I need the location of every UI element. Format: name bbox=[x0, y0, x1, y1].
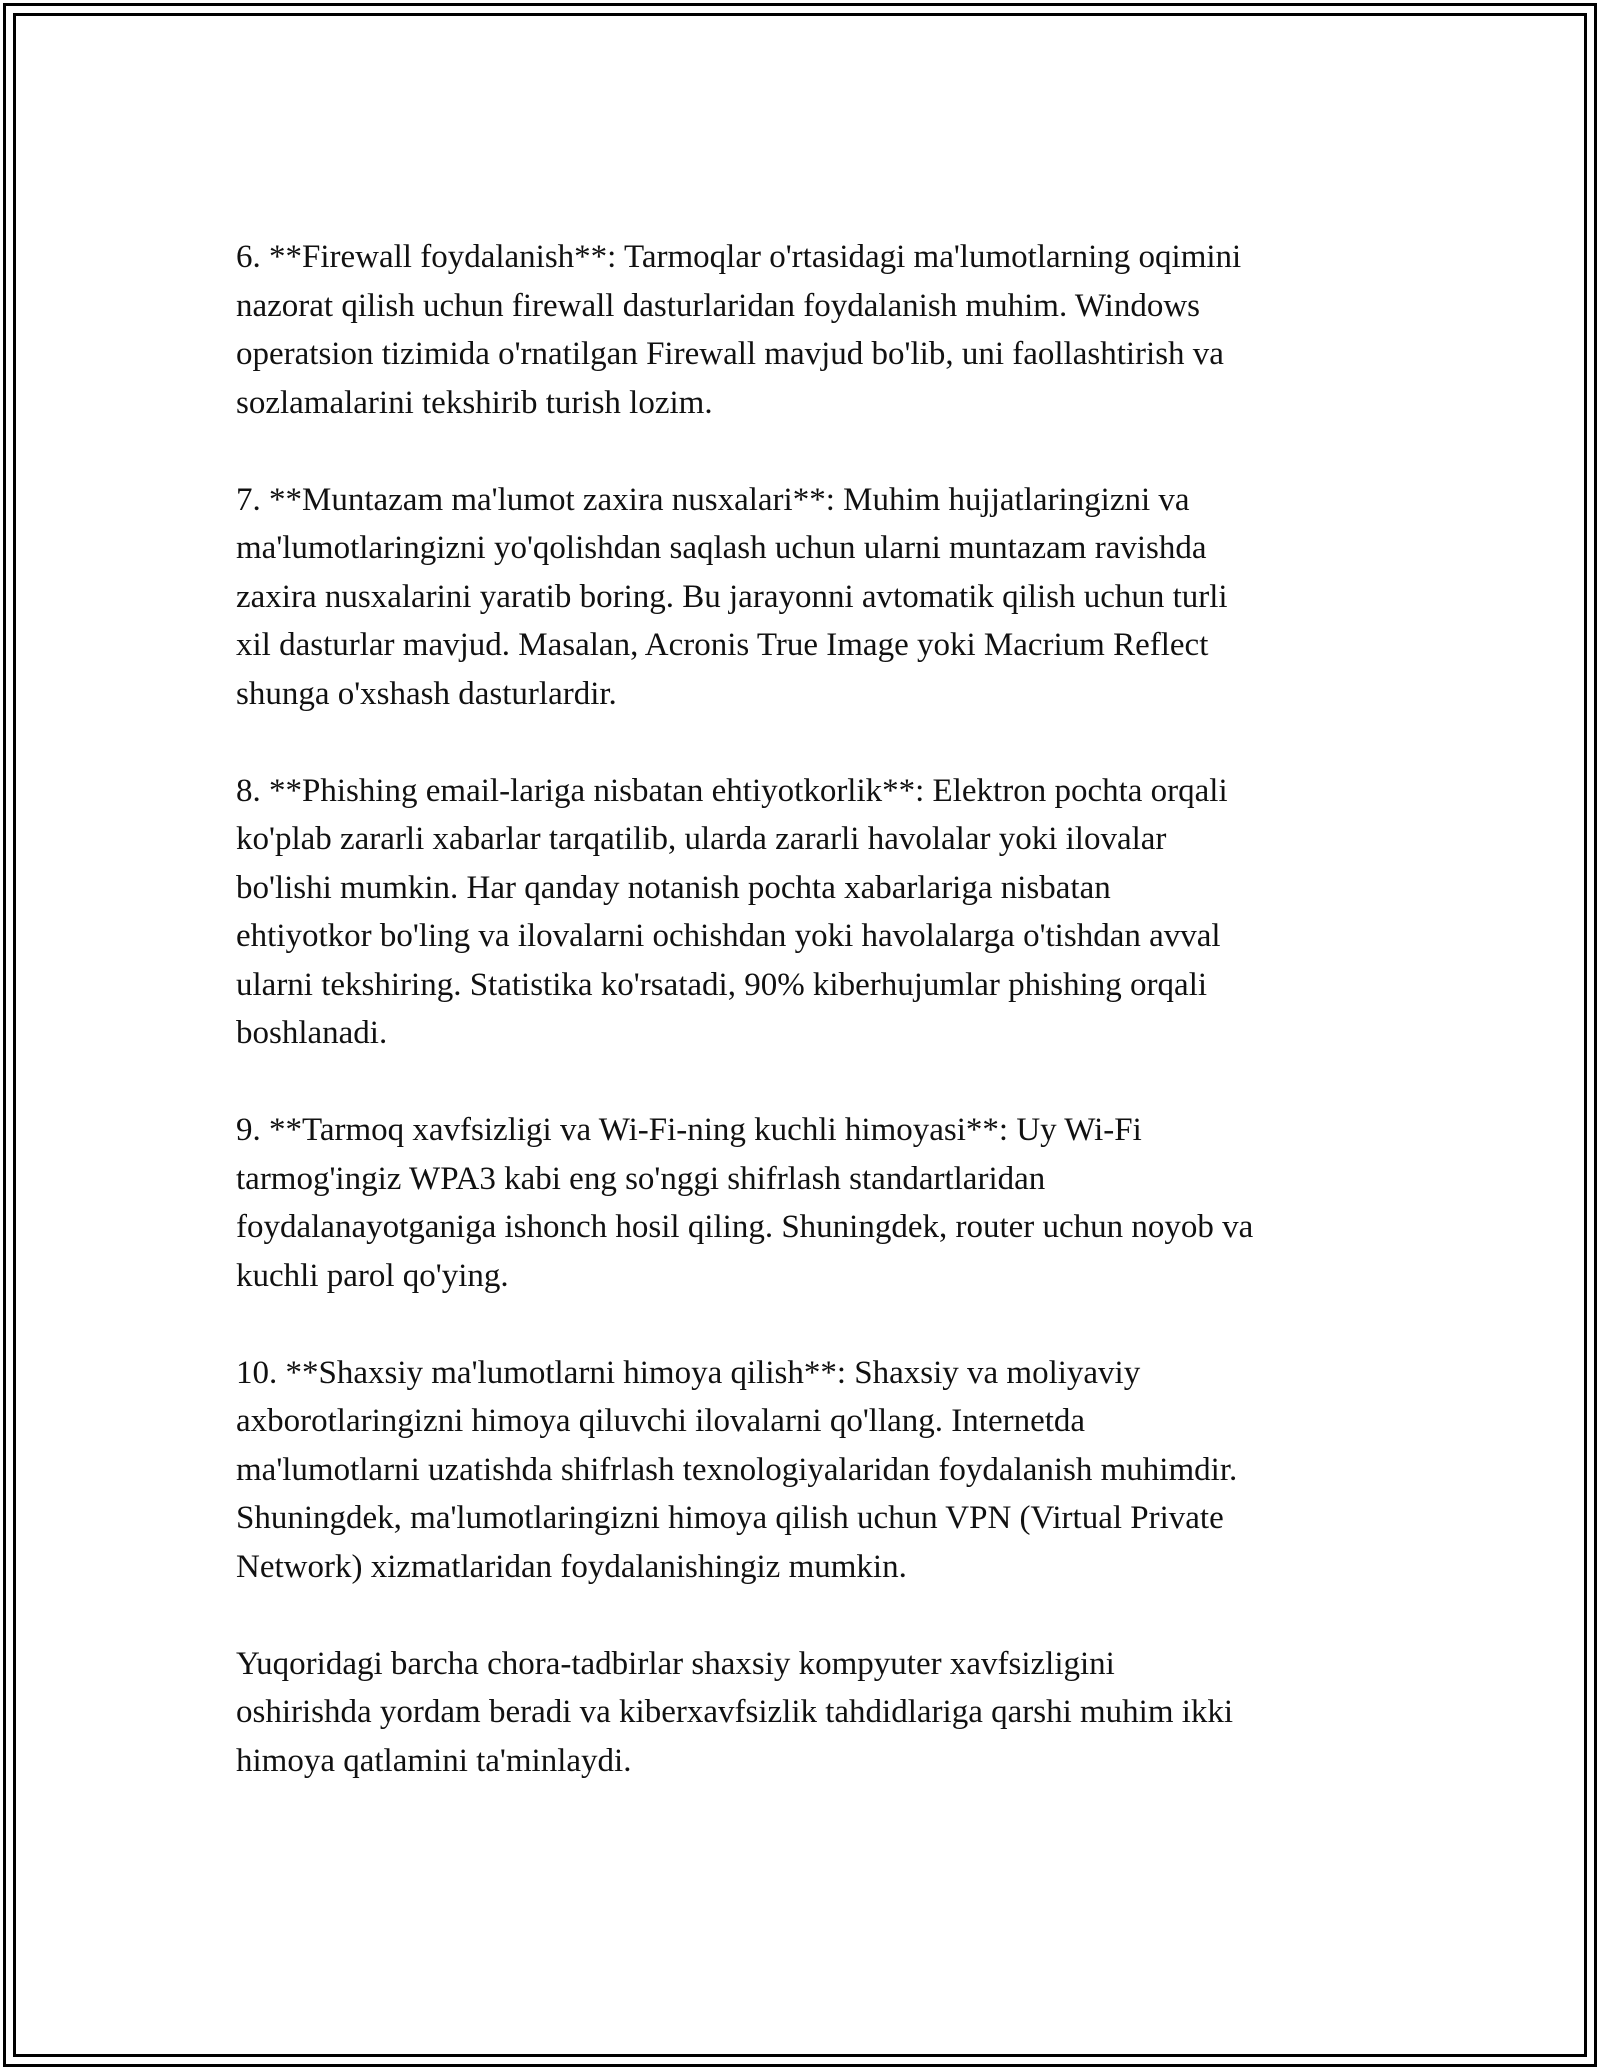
document-body bbox=[236, 233, 1386, 1834]
text-line: xil dasturlar mavjud. Masalan, Acronis True Image yoki Macrium Reflect bbox=[236, 627, 1209, 663]
paragraph-personal-data bbox=[236, 1349, 1386, 1592]
text-line: zaxira nusxalarini yaratib boring. Bu jarayonni avtomatik qilish uchun turli bbox=[236, 578, 1228, 615]
paragraph-conclusion bbox=[236, 1640, 1386, 1786]
text-line: himoya qatlamini ta'minlaydi. bbox=[236, 1742, 632, 1779]
text-line: Network) xizmatlaridan foydalanishingiz mumkin. bbox=[236, 1548, 907, 1585]
text-line: operatsion tizimida o'rnatilgan Firewall mavjud bo'lib, uni faollashtirish va bbox=[236, 336, 1224, 372]
text-line: Yuqoridagi barcha chora-tadbirlar shaxsiy kompyuter xavfsizligini bbox=[236, 1645, 1115, 1682]
paragraph-phishing bbox=[236, 767, 1386, 1058]
text-line: 6. **Firewall foydalanish**: Tarmoqlar o'rtasidagi ma'lumotlarning oqimini bbox=[236, 239, 1242, 275]
paragraph-network-security bbox=[236, 1106, 1386, 1300]
text-line: ma'lumotlarni uzatishda shifrlash texnologiyalaridan foydalanish muhimdir. bbox=[236, 1451, 1238, 1488]
text-line: 7. **Muntazam ma'lumot zaxira nusxalari**: Muhim hujjatlaringizni va bbox=[236, 481, 1190, 518]
text-line: 10. **Shaxsiy ma'lumotlarni himoya qilish**: Shaxsiy va moliyaviy bbox=[236, 1354, 1141, 1391]
text-line: ko'plab zararli xabarlar tarqatilib, ularda zararli havolalar yoki ilovalar bbox=[236, 821, 1167, 857]
text-line: boshlanadi. bbox=[236, 1015, 388, 1051]
text-line: bo'lishi mumkin. Har qanday notanish pochta xabarlariga nisbatan bbox=[236, 869, 1111, 906]
text-line: ularni tekshiring. Statistika ko'rsatadi, 90% kiberhujumlar phishing orqali bbox=[236, 966, 1208, 1003]
text-line: shunga o'xshash dasturlardir. bbox=[236, 675, 617, 712]
text-line: nazorat qilish uchun firewall dasturlaridan foydalanish muhim. Windows bbox=[236, 287, 1201, 324]
text-line: ehtiyotkor bo'ling va ilovalarni ochishdan yoki havolalarga o'tishdan avval bbox=[236, 918, 1221, 954]
text-line: kuchli parol qo'ying. bbox=[236, 1257, 509, 1294]
text-line: 8. **Phishing email-lariga nisbatan ehtiyotkorlik**: Elektron pochta orqali bbox=[236, 772, 1228, 809]
text-line: 9. **Tarmoq xavfsizligi va Wi-Fi-ning kuchli himoyasi**: Uy Wi-Fi bbox=[236, 1112, 1142, 1148]
text-line: foydalanayotganiga ishonch hosil qiling. Shuningdek, router uchun noyob va bbox=[236, 1209, 1254, 1245]
paragraph-backup bbox=[236, 476, 1386, 719]
text-line: ma'lumotlaringizni yo'qolishdan saqlash uchun ularni muntazam ravishda bbox=[236, 530, 1207, 566]
text-line: oshirishda yordam beradi va kiberxavfsizlik tahdidlariga qarshi muhim ikki bbox=[236, 1694, 1234, 1730]
text-line: axborotlaringizni himoya qiluvchi ilovalarni qo'llang. Internetda bbox=[236, 1403, 1086, 1439]
text-line: tarmog'ingiz WPA3 kabi eng so'nggi shifrlash standartlaridan bbox=[236, 1160, 1046, 1197]
text-line: sozlamalarini tekshirib turish lozim. bbox=[236, 384, 713, 421]
paragraph-firewall bbox=[236, 233, 1386, 427]
text-line: Shuningdek, ma'lumotlaringizni himoya qilish uchun VPN (Virtual Private bbox=[236, 1500, 1224, 1536]
